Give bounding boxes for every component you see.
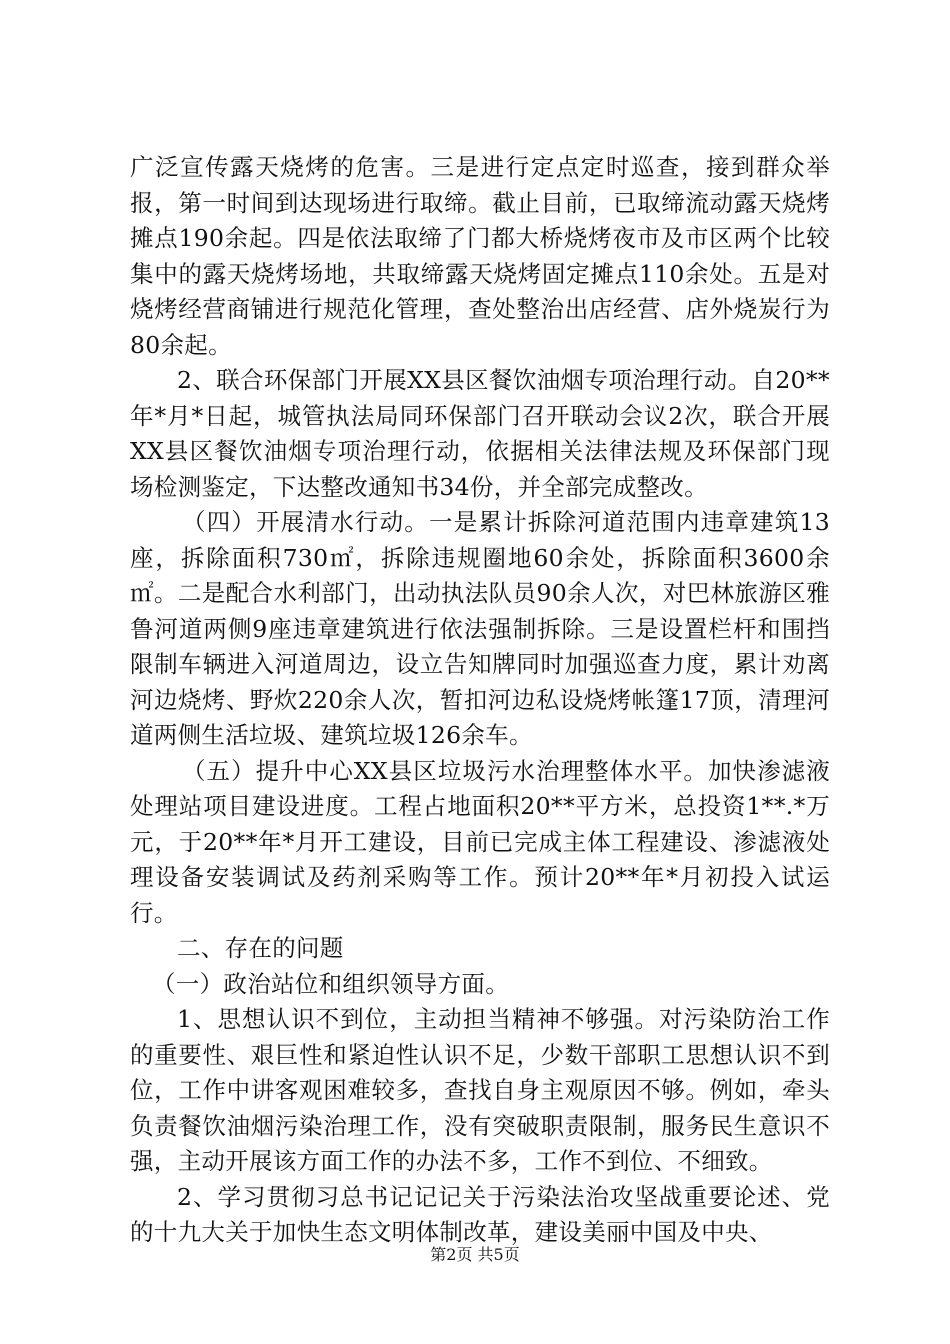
paragraph: （四）开展清水行动。一是累计拆除河道范围内违章建筑13座，拆除面积730㎡，拆除违规圈地60余处，拆除面积3600余㎡。二是配合水利部门，出动执法队员90余人次，对巴林旅游区雅鲁河道两侧9座违章建筑进行依法强制拆除。三是设置栏杆和围挡限制车辆进入河道周边，设立告知牌同时加强巡查力度，累计劝离河边烧烤、野炊220余人次，暂扣河边私设烧烤帐篷17顶，清理河道两侧生活垃圾、建筑垃圾126余车。 bbox=[130, 508, 830, 749]
section-heading: 二、存在的问题 bbox=[177, 934, 344, 962]
paragraph: 2、联合环保部门开展XX县区餐饮油烟专项治理行动。自20**年*月*日起，城管执法局同环保部门召开联动会议2次，联合开展XX县区餐饮油烟专项治理行动，依据相关法律法规及环保部门现场检测鉴定，下达整改通知书34份，并全部完成整改。 bbox=[130, 366, 830, 501]
document-body bbox=[130, 150, 830, 1251]
subsection-heading: （一）政治站位和组织领导方面。 bbox=[152, 969, 509, 998]
page-footer: 第2页 共5页 bbox=[430, 1245, 520, 1264]
paragraph: 广泛宣传露天烧烤的危害。三是进行定点定时巡查，接到群众举报，第一时间到达现场进行取缔。截止目前，已取缔流动露天烧烤摊点190余起。四是依法取缔了门都大桥烧烤夜市及市区两个比较集中的露天烧烤场地，共取缔露天烧烤固定摊点110余处。五是对烧烤经营商铺进行规范化管理，查处整治出店经营、店外烧炭行为80余起。 bbox=[130, 153, 830, 359]
paragraph: （五）提升中心XX县区垃圾污水治理整体水平。加快渗滤液处理站项目建设进度。工程占地面积20**平方米，总投资1**.*万元，于20**年*月开工建设，目前已完成主体工程建设、渗滤液处理设备安装调试及药剂采购等工作。预计20**年*月初投入试运行。 bbox=[130, 756, 830, 927]
paragraph: 1、思想认识不到位，主动担当精神不够强。对污染防治工作的重要性、艰巨性和紧迫性认识不足，少数干部职工思想认识不到位，工作中讲客观困难较多，查找自身主观原因不够。例如，牵头负责餐饮油烟污染治理工作，没有突破职责限制，服务民生意识不强，主动开展该方面工作的办法不多，工作不到位、不细致。 bbox=[130, 1005, 830, 1175]
paragraph: 2、学习贯彻习总书记记记关于污染法治攻坚战重要论述、党的十九大关于加快生态文明体制改革，建设美丽中国及中央、 bbox=[130, 1182, 830, 1246]
